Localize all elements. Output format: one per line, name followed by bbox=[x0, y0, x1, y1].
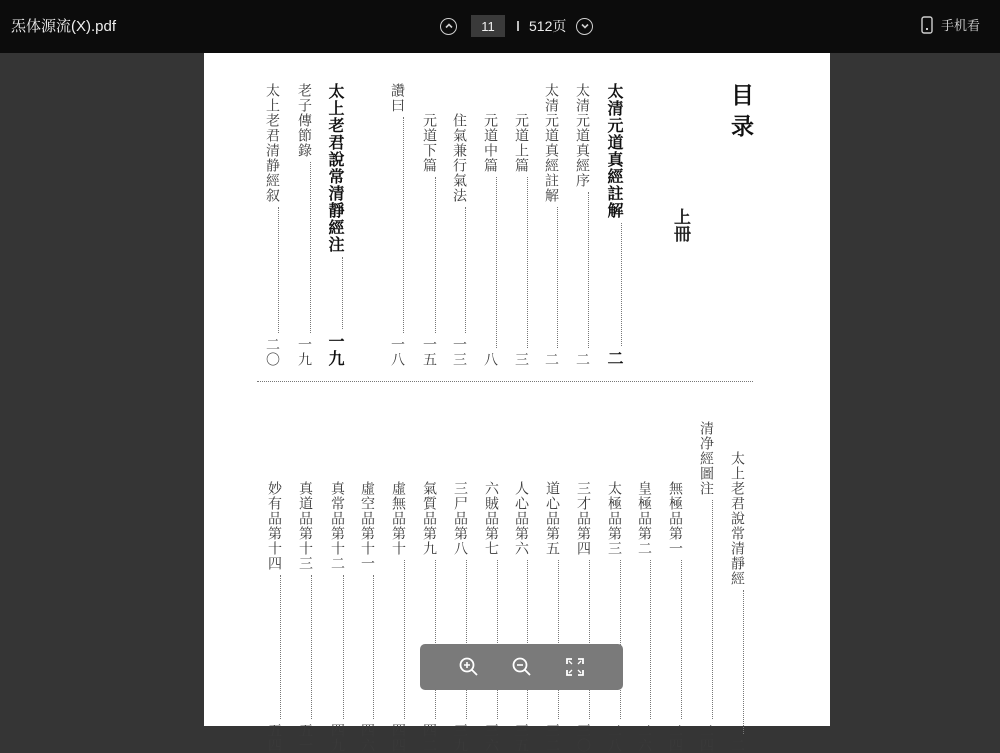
toc-leader-dots bbox=[465, 207, 466, 333]
toc-leader-dots bbox=[278, 207, 279, 333]
top-toc-entry[interactable] bbox=[327, 83, 343, 367]
toc-entry-title: 清净經圖注 bbox=[698, 421, 714, 496]
page-title: 目录 bbox=[727, 83, 754, 145]
document-title: 炁体源流(X).pdf bbox=[11, 18, 117, 35]
toc-entry-title: 三才品第四 bbox=[575, 481, 591, 556]
toc-entry-title: 太上老君清静經叙 bbox=[264, 83, 280, 203]
bottom-toc-entry[interactable] bbox=[391, 481, 405, 753]
toc-leader-dots bbox=[558, 560, 559, 719]
toc-entry-title: 太清元道真經註解 bbox=[543, 83, 559, 203]
bottom-toc-entry[interactable] bbox=[514, 481, 528, 753]
top-toc-entry[interactable] bbox=[514, 113, 528, 367]
toc-leader-dots bbox=[527, 560, 528, 719]
toc-entry-title: 讚曰 bbox=[389, 83, 405, 113]
toc-leader-dots bbox=[497, 560, 498, 719]
toc-entry-title: 太極品第三 bbox=[606, 481, 622, 556]
page-navigation bbox=[440, 13, 593, 39]
toc-entry-title: 元道中篇 bbox=[482, 113, 498, 173]
toc-leader-dots bbox=[435, 177, 436, 333]
top-toc-entry[interactable] bbox=[265, 83, 279, 367]
top-toc-entry[interactable] bbox=[606, 83, 622, 367]
toc-entry-page: 五一 bbox=[297, 723, 313, 753]
toc-entry-page: 四六 bbox=[359, 723, 375, 753]
toc-leader-dots bbox=[650, 560, 651, 719]
bottom-toc-entry[interactable] bbox=[607, 481, 621, 753]
toc-entry-title: 人心品第六 bbox=[513, 481, 529, 556]
toc-entry-page: 二六 bbox=[636, 723, 652, 753]
view-on-phone-button[interactable] bbox=[921, 15, 980, 34]
bottom-toc-entry[interactable] bbox=[484, 481, 498, 753]
toc-entry-page: 一三 bbox=[451, 337, 467, 367]
zoom-in-button[interactable] bbox=[457, 655, 481, 679]
toc-entry-title: 元道上篇 bbox=[513, 113, 529, 173]
toc-leader-dots bbox=[527, 177, 528, 348]
toc-entry-title: 皇極品第二 bbox=[636, 481, 652, 556]
toc-entry-page: 一九 bbox=[326, 333, 345, 367]
toc-leader-dots bbox=[588, 192, 589, 348]
toc-entry-title: 住氣兼行氣法 bbox=[451, 113, 467, 203]
phone-label: 手机看 bbox=[940, 18, 980, 33]
toc-leader-dots bbox=[404, 560, 405, 719]
chevron-down-icon bbox=[580, 21, 590, 31]
toc-entry-title: 三尸品第八 bbox=[452, 481, 468, 556]
bottom-toc-entry[interactable] bbox=[637, 481, 651, 753]
toc-entry-page: 五四 bbox=[266, 723, 282, 753]
toc-entry-page: 三五 bbox=[513, 723, 529, 753]
toc-leader-dots bbox=[311, 575, 312, 719]
toc-leader-dots bbox=[681, 560, 682, 719]
toc-entry-title: 六賊品第七 bbox=[483, 481, 499, 556]
toc-entry-page: 四九 bbox=[329, 723, 345, 753]
toc-leader-dots bbox=[589, 560, 590, 719]
toc-entry-page: 二 bbox=[543, 352, 559, 367]
bottom-toc-entry[interactable] bbox=[360, 481, 374, 753]
top-toc-entry[interactable] bbox=[390, 83, 404, 367]
toc-leader-dots bbox=[343, 575, 344, 719]
toc-leader-dots bbox=[557, 207, 558, 348]
toc-leader-dots bbox=[620, 560, 621, 719]
page-separator bbox=[517, 21, 519, 31]
toc-leader-dots bbox=[373, 575, 374, 719]
toc-entry-page: 二 bbox=[574, 352, 590, 367]
toc-entry-title: 真道品第十三 bbox=[297, 481, 313, 571]
page-number-input[interactable]: 11 bbox=[471, 15, 505, 37]
toc-entry-page: 一八 bbox=[389, 337, 405, 367]
toc-leader-dots bbox=[496, 177, 497, 348]
top-toc-entry[interactable] bbox=[297, 83, 311, 367]
bottom-toc-entry[interactable] bbox=[699, 421, 713, 753]
toc-leader-dots bbox=[342, 257, 343, 329]
fit-screen-icon bbox=[564, 656, 586, 678]
bottom-toc-entry[interactable] bbox=[298, 481, 312, 753]
toc-entry-title: 無極品第一 bbox=[667, 481, 683, 556]
top-toc-entry[interactable] bbox=[483, 113, 497, 367]
toc-entry-title: 道心品第五 bbox=[544, 481, 560, 556]
pdf-page bbox=[204, 53, 830, 753]
toc-entry-title: 太清元道真經註解 bbox=[605, 83, 624, 219]
toc-entry-page: 二 bbox=[729, 738, 745, 753]
toc-leader-dots bbox=[310, 162, 311, 333]
phone-icon bbox=[921, 16, 933, 34]
toc-entry-page: 二 bbox=[605, 350, 624, 367]
toc-entry-page: 一五 bbox=[421, 337, 437, 367]
toc-entry-title: 氣質品第九 bbox=[421, 481, 437, 556]
toc-entry-page: 二四 bbox=[667, 723, 683, 753]
top-bar bbox=[0, 0, 1000, 53]
chevron-up-icon bbox=[444, 21, 454, 31]
toc-leader-dots bbox=[712, 500, 713, 719]
toc-leader-dots bbox=[743, 590, 744, 734]
bottom-toc-entry[interactable] bbox=[330, 481, 344, 753]
toc-leader-dots bbox=[403, 117, 404, 333]
toc-entry-page: 三二 bbox=[544, 723, 560, 753]
toc-entry-title: 太清元道真經序 bbox=[574, 83, 590, 188]
top-toc-entry[interactable] bbox=[422, 113, 436, 367]
toc-entry-page: 四四 bbox=[390, 723, 406, 753]
bottom-toc-entry[interactable] bbox=[453, 481, 467, 753]
toc-entry-title: 虛空品第十一 bbox=[359, 481, 375, 571]
toc-entry-title: 太上老君說常清靜經注 bbox=[326, 83, 345, 253]
bottom-toc-entry[interactable] bbox=[545, 481, 559, 753]
top-toc-entry[interactable] bbox=[544, 83, 558, 367]
bottom-toc-entry[interactable] bbox=[422, 481, 436, 753]
zoom-out-button[interactable] bbox=[510, 655, 534, 679]
bottom-toc-entry[interactable] bbox=[730, 451, 744, 753]
toc-entry-page: 四二 bbox=[421, 723, 437, 753]
bottom-toc-entry[interactable] bbox=[668, 481, 682, 753]
toc-entry-page: 一九 bbox=[296, 337, 312, 367]
toc-entry-title: 真常品第十二 bbox=[329, 481, 345, 571]
previous-page-button[interactable] bbox=[440, 18, 457, 35]
bottom-toc-entry[interactable] bbox=[576, 481, 590, 753]
toc-entry-title: 老子傳節錄 bbox=[296, 83, 312, 158]
toc-entry-page: 二八 bbox=[606, 723, 622, 753]
toc-entry-page: 三六 bbox=[483, 723, 499, 753]
top-toc-entry[interactable] bbox=[452, 113, 466, 367]
toc-leader-dots bbox=[466, 560, 467, 719]
toc-leader-dots bbox=[280, 575, 281, 719]
toc-entry-page: 二〇 bbox=[264, 337, 280, 367]
toc-leader-dots bbox=[621, 223, 622, 346]
zoom-in-icon bbox=[458, 656, 480, 678]
zoom-toolbar bbox=[420, 644, 623, 690]
toc-entry-page: 三 bbox=[513, 352, 529, 367]
toc-entry-page: 八 bbox=[482, 352, 498, 367]
next-page-button[interactable] bbox=[576, 18, 593, 35]
toc-leader-dots bbox=[435, 560, 436, 719]
toc-entry-title: 元道下篇 bbox=[421, 113, 437, 173]
bottom-toc-entry[interactable] bbox=[267, 481, 281, 753]
toc-entry-page: 三〇 bbox=[575, 723, 591, 753]
top-toc-entry[interactable] bbox=[575, 83, 589, 367]
fit-screen-button[interactable] bbox=[563, 655, 587, 679]
toc-entry-title: 太上老君說常清靜經 bbox=[729, 451, 745, 586]
toc-entry-title: 妙有品第十四 bbox=[266, 481, 282, 571]
zoom-out-icon bbox=[511, 656, 533, 678]
total-pages: 512页 bbox=[529, 18, 567, 34]
toc-entry-title: 虛無品第十 bbox=[390, 481, 406, 556]
toc-entry-page: 三九 bbox=[452, 723, 468, 753]
section-divider bbox=[257, 381, 753, 382]
volume-label: 上冊 bbox=[670, 208, 690, 242]
toc-entry-page: 二四 bbox=[698, 723, 714, 753]
